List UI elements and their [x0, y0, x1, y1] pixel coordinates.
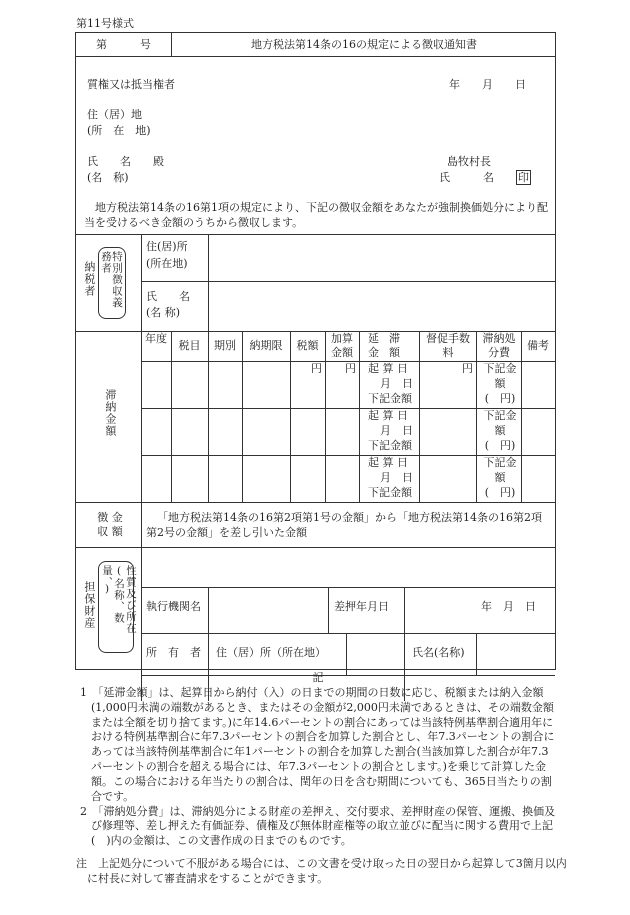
taxpayer-address-label: 住(居)所 — [146, 240, 188, 253]
intro-text: 地方税法第14条の16第1項の規定により、下記の徴収金額をあなたが強制換価処分により配当を受けるべき金額のうちから徴収します。 — [84, 201, 548, 229]
taxpayer-side-label: 納税者 — [82, 261, 96, 297]
arrears-side-label: 滞納金額 — [103, 389, 117, 437]
address-label-2: (所 在 地) — [87, 124, 151, 137]
col-tax-item: 税目 — [178, 339, 201, 352]
col-year: 年度 — [145, 332, 167, 345]
note-item-1: 1 「延滞金額」は、起算日から納付（入）の日までの期間の日数に応じ、税額または納入金額(1,000円未満の端数があるとき、またはその金額が2,000円未満であるときは、その端数金額または全額を切り捨てます。)に年14.6パーセントの割合にあっては当該特例基準割合適用年における特例基準割合に年7.3パーセントの割合を加算した割合とし、年7.3パーセントの割合にあっては当該特例基準割合に年1パーセントの割合を加算した割合(当該加算した割合が年7.3パーセントの割合を超える場合には、年7.3パーセントの割合とします。)を乗じて計算した金額。この場合における年当たりの割合は、閏年の日を含む期間についても、365日当たりの割合です。 — [80, 685, 555, 803]
delay-start-3 — [368, 455, 413, 500]
holder-label: 質権又は抵当権者 — [87, 78, 175, 91]
col-period: 期別 — [214, 339, 236, 352]
col-tax-amount: 税額 — [296, 339, 319, 352]
note-item-2: 2 「滞納処分費」は、滞納処分による財産の差押え、交付要求、差押財産の保管、運搬、換価及び修理等、差し押えた有価証券、債権及び無体財産権等の取立並びに配当に関する費用で上記( )内の金額は、この文書作成の日までのものです。 — [80, 804, 556, 848]
collection-label-line-1: 徴 金 — [97, 511, 123, 524]
disposal-line-1: 下記金 — [483, 409, 517, 422]
issuer-name-label: 氏 名 — [439, 171, 494, 184]
owner-address-label: 住（居）所（所在地） — [216, 646, 326, 659]
disposal-line-3: ( 円) — [484, 439, 516, 452]
collection-text: 「地方税法第14条の16第2項第1号の金額」から「地方税法第14条の16第2項第2号の金額」を差し引いた金額 — [146, 511, 542, 539]
taxpayer-address-label-2: (所在地) — [146, 257, 188, 270]
notes-section — [80, 671, 556, 849]
disposal-line-2: 額 — [494, 377, 506, 390]
delay-amount-below: 下記金額 — [368, 439, 412, 452]
delay-month-day: 月 日 — [380, 377, 413, 390]
name-label-2: (名 称) — [87, 171, 129, 184]
disposal-cost-block-3 — [480, 455, 520, 500]
collection-label — [86, 511, 134, 539]
col-additional: 加算金額 — [331, 332, 353, 359]
disposal-line-2: 額 — [494, 471, 506, 484]
form-title: 地方税法第14条の16の規定による徴収通知書 — [251, 38, 477, 51]
delay-month-day: 月 日 — [380, 471, 413, 484]
taxpayer-name-label: 氏 名 — [146, 290, 190, 303]
taxpayer-name-label-2: (名 称) — [146, 306, 181, 319]
disposal-line-2: 額 — [494, 424, 506, 437]
notice-form — [75, 32, 556, 670]
collateral-side-label: 担保財産 — [82, 581, 96, 629]
delay-amount-below: 下記金額 — [368, 392, 412, 405]
delay-month-day: 月 日 — [380, 424, 413, 437]
issuer: 島牧村長 — [447, 155, 491, 168]
col-disposal-cost: 滞納処分費 — [482, 332, 516, 359]
disposal-line-3: ( 円) — [484, 486, 516, 499]
delay-start-date-label: 起 算 日 — [368, 362, 408, 375]
taxpayer-paren-label: 特別徴収義務者 — [100, 251, 123, 309]
delay-start-date-label: 起 算 日 — [368, 409, 408, 422]
notes-title: 記 — [312, 671, 324, 684]
executing-agency-label: 執行機関名 — [146, 600, 201, 613]
owner-name-label: 氏名(名称) — [412, 646, 465, 659]
seal-mark: 印 — [518, 171, 529, 184]
collection-label-line-2: 収 額 — [97, 525, 123, 538]
name-label: 氏 名 殿 — [87, 155, 164, 168]
delay-start-date-label: 起 算 日 — [368, 456, 408, 469]
number-field: 第 号 — [96, 38, 151, 51]
form-number: 第11号様式 — [76, 17, 134, 30]
delay-start-1 — [368, 361, 413, 406]
address-label: 住（居）地 — [87, 108, 142, 121]
disposal-line-1: 下記金 — [483, 456, 517, 469]
seizure-date-label: 差押年月日 — [334, 600, 389, 613]
disposal-cost-block-2 — [480, 408, 520, 453]
issue-date: 年 月 日 — [449, 78, 526, 91]
owner-label: 所 有 者 — [146, 646, 201, 659]
col-delay: 延滞金額 — [368, 332, 410, 359]
footnote: 注 上記処分について不服がある場合には、この文書を受け取った日の翌日から起算して3箇月以内に村長に対して審査請求をすることができます。 — [76, 857, 567, 885]
disposal-cost-block-1 — [480, 361, 520, 406]
col-deadline: 納期限 — [249, 339, 283, 352]
yen-unit-reminder: 円 — [462, 362, 473, 375]
delay-amount-below: 下記金額 — [368, 486, 412, 499]
disposal-line-1: 下記金 — [483, 362, 517, 375]
seizure-date-value: 年 月 日 — [481, 600, 536, 613]
disposal-line-3: ( 円) — [484, 392, 516, 405]
col-remarks: 備考 — [527, 339, 549, 352]
yen-unit-additional: 円 — [345, 362, 356, 375]
collateral-paren-label: 性質及び所在(名称、数量、) — [101, 565, 137, 634]
delay-start-2 — [368, 408, 413, 453]
col-reminder-fee: 督促手数料 — [426, 332, 470, 359]
yen-unit-tax: 円 — [311, 362, 322, 375]
